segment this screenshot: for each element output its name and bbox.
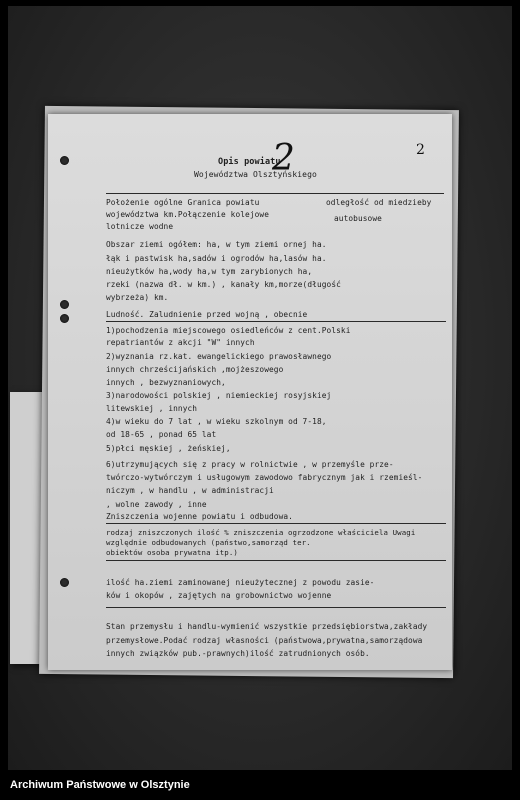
document-page — [48, 114, 452, 670]
text-line: województwa km.Połączenie kolejowe — [106, 210, 269, 219]
text-line: 6)utrzymujących się z pracy w rolnictwie , w przemyśle prze- — [106, 460, 394, 469]
text-line: 2)wyznania rz.kat. ewangelickiego prawosławnego — [106, 352, 332, 361]
divider — [106, 321, 446, 322]
table-header: rodzaj zniszczonych ilość % zniszczenia ogrzodzone właściciela Uwagi — [106, 528, 416, 537]
text-line: lotnicze wodne — [106, 222, 174, 231]
text-line: Położenie ogólne Granica powiatu — [106, 198, 260, 207]
text-line: ilość ha.ziemi zaminowanej nieużytecznej z powodu zasie- — [106, 578, 375, 587]
punch-hole-icon — [60, 156, 69, 165]
text-line: innych chrześcijańskich ,mojżeszowego — [106, 365, 284, 374]
text-line: innych , bezwyznaniowych, — [106, 378, 226, 387]
text-line: Obszar ziemi ogółem: ha, w tym ziemi ornej ha. — [106, 240, 327, 249]
document-subtitle: Województwa Olsztyńskiego — [194, 170, 317, 179]
divider — [106, 560, 446, 561]
text-line: rzeki (nazwa dł. w km.) , kanały km,morze(długość — [106, 280, 341, 289]
table-header: względnie odbudowanych (państwo,samorząd ter. — [106, 538, 311, 547]
punch-hole-icon — [60, 300, 69, 309]
text-line: wybrzeża) km. — [106, 293, 169, 302]
text-line: łąk i pastwisk ha,sadów i ogrodów ha,lasów ha. — [106, 254, 327, 263]
text-line: Ludność. Zaludnienie przed wojną , obecnie — [106, 310, 308, 319]
divider — [106, 607, 446, 608]
text-line: 1)pochodzenia miejscowego osiedleńców z cent.Polski — [106, 326, 351, 335]
text-line: innych związków pub.-prawnych)ilość zatrudnionych osób. — [106, 649, 370, 658]
text-line: ków i okopów , zajętych na grobownictwo wojenne — [106, 591, 332, 600]
punch-hole-icon — [60, 578, 69, 587]
text-line: Stan przemysłu i handlu-wymienić wszystkie przedsiębiorstwa,zakłady — [106, 622, 428, 631]
page-number: 2 — [416, 142, 425, 158]
text-line: litewskiej , innych — [106, 404, 198, 413]
divider — [106, 193, 444, 194]
table-header: obiektów osoba prywatna itp.) — [106, 548, 238, 557]
archive-name: Archiwum Państwowe w Olsztynie — [10, 779, 190, 791]
text-line: , wolne zawody , inne — [106, 500, 207, 509]
document-title: Opis powiatu — [218, 157, 281, 167]
handwritten-number: 2 — [272, 138, 295, 179]
divider — [106, 523, 446, 524]
text-line: przemysłowe.Podać rodzaj własności (państwowa,prywatna,samorządowa — [106, 636, 423, 645]
text-line: twórczo-wytwórczym i usługowym zawodowo fabrycznym jak i rzemieśl- — [106, 473, 423, 482]
text-line: 5)płci męskiej , żeńskiej, — [106, 444, 231, 453]
text-line: autobusowe — [334, 214, 382, 223]
text-line: od 18-65 , ponad 65 lat — [106, 430, 217, 439]
punch-hole-icon — [60, 314, 69, 323]
text-line: niczym , w handlu , w administracji — [106, 486, 274, 495]
text-line: nieużytków ha,wody ha,w tym zarybionych ha, — [106, 267, 313, 276]
text-line: 3)narodowości polskiej , niemieckiej rosyjskiej — [106, 391, 332, 400]
text-line: odległość od miedzieby — [326, 198, 432, 207]
archive-footer — [0, 770, 520, 800]
text-line: 4)w wieku do 7 lat , w wieku szkolnym od 7-18, — [106, 417, 327, 426]
text-line: repatriantów z akcji "W" innych — [106, 338, 255, 347]
text-line: Zniszczenia wojenne powiatu i odbudowa. — [106, 512, 293, 521]
